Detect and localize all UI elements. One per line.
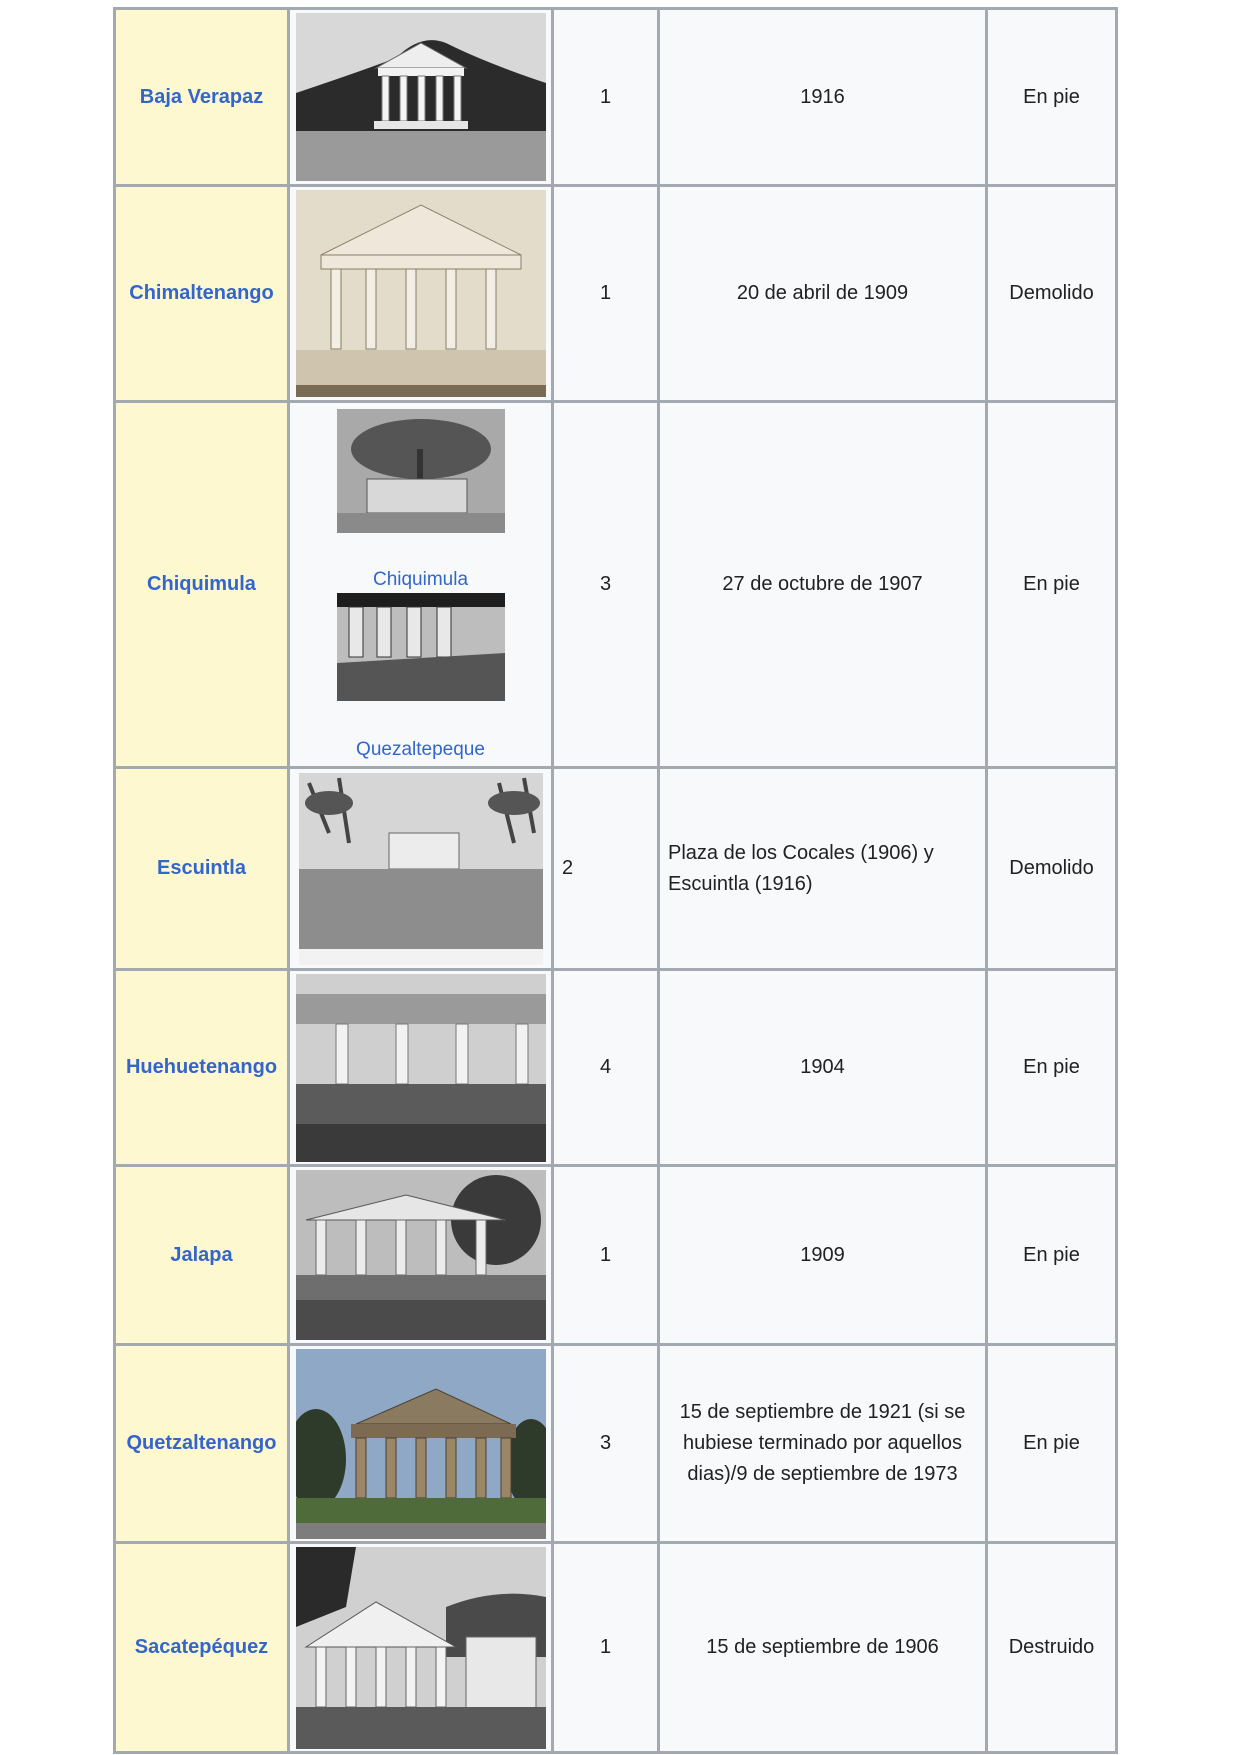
image-cell bbox=[289, 9, 553, 186]
temple-photo[interactable] bbox=[337, 593, 505, 701]
temple-photo[interactable] bbox=[299, 773, 543, 965]
inauguration-date: Plaza de los Cocales (1906) y Escuintla (1916) bbox=[659, 768, 987, 970]
inauguration-date: 27 de octubre de 1907 bbox=[659, 402, 987, 768]
inauguration-date: 1916 bbox=[659, 9, 987, 186]
inauguration-date: 1909 bbox=[659, 1166, 987, 1345]
department-cell[interactable] bbox=[115, 1166, 289, 1345]
temple-count: 3 bbox=[553, 1345, 659, 1543]
department-cell[interactable] bbox=[115, 402, 289, 768]
table-row bbox=[115, 970, 1117, 1166]
table-row bbox=[115, 186, 1117, 402]
temple-count: 1 bbox=[553, 1543, 659, 1753]
department-link[interactable]: Chiquimula bbox=[147, 573, 256, 595]
department-link[interactable]: Chimaltenango bbox=[129, 282, 274, 304]
inauguration-date: 15 de septiembre de 1906 bbox=[659, 1543, 987, 1753]
department-cell[interactable] bbox=[115, 9, 289, 186]
temple-photo[interactable] bbox=[296, 190, 546, 397]
temple-count: 3 bbox=[553, 402, 659, 768]
department-link[interactable]: Baja Verapaz bbox=[139, 85, 264, 108]
department-link[interactable]: Huehuetenango bbox=[125, 1056, 278, 1078]
temple-photo[interactable] bbox=[337, 409, 505, 533]
image-cell bbox=[289, 1166, 553, 1345]
image-cell bbox=[289, 1345, 553, 1543]
table-row bbox=[115, 9, 1117, 186]
table-row bbox=[115, 1345, 1117, 1543]
temple-count: 2 bbox=[553, 768, 659, 970]
temple-photo[interactable] bbox=[296, 974, 546, 1162]
status-cell: En pie bbox=[987, 1166, 1117, 1345]
status-cell: Demolido bbox=[987, 768, 1117, 970]
temple-count: 1 bbox=[553, 9, 659, 186]
status-cell: En pie bbox=[987, 9, 1117, 186]
temple-photo[interactable] bbox=[296, 1349, 546, 1539]
department-link[interactable]: Escuintla bbox=[157, 857, 246, 879]
image-cell bbox=[289, 402, 553, 768]
department-cell[interactable] bbox=[115, 186, 289, 402]
table-row bbox=[115, 1166, 1117, 1345]
temple-count: 4 bbox=[553, 970, 659, 1166]
temple-count: 1 bbox=[553, 186, 659, 402]
image-caption[interactable]: Quezaltepeque bbox=[356, 738, 485, 760]
status-cell: En pie bbox=[987, 402, 1117, 768]
temple-photo[interactable] bbox=[296, 13, 546, 181]
table-row bbox=[115, 402, 1117, 768]
image-caption[interactable]: Chiquimula bbox=[372, 568, 469, 590]
image-cell bbox=[289, 768, 553, 970]
table-row bbox=[115, 768, 1117, 970]
inauguration-date: 20 de abril de 1909 bbox=[659, 186, 987, 402]
image-cell bbox=[289, 970, 553, 1166]
department-cell[interactable] bbox=[115, 768, 289, 970]
status-cell: En pie bbox=[987, 1345, 1117, 1543]
status-cell: En pie bbox=[987, 970, 1117, 1166]
temple-count: 1 bbox=[553, 1166, 659, 1345]
image-cell bbox=[289, 186, 553, 402]
image-cell bbox=[289, 1543, 553, 1753]
department-link[interactable]: Sacatepéquez bbox=[134, 1636, 269, 1658]
department-link[interactable]: Quetzaltenango bbox=[126, 1432, 277, 1454]
table-row bbox=[115, 1543, 1117, 1753]
department-cell[interactable] bbox=[115, 1543, 289, 1753]
temple-photo[interactable] bbox=[296, 1547, 546, 1749]
temple-photo[interactable] bbox=[296, 1170, 546, 1340]
inauguration-date: 15 de septiembre de 1921 (si se hubiese terminado por aquellos dias)/9 de septiembre de 1973 bbox=[659, 1345, 987, 1543]
department-link[interactable]: Jalapa bbox=[170, 1243, 233, 1266]
status-cell: Demolido bbox=[987, 186, 1117, 402]
inauguration-date: 1904 bbox=[659, 970, 987, 1166]
department-cell[interactable] bbox=[115, 1345, 289, 1543]
status-cell: Destruido bbox=[987, 1543, 1117, 1753]
temples-table bbox=[113, 7, 1118, 1754]
department-cell[interactable] bbox=[115, 970, 289, 1166]
